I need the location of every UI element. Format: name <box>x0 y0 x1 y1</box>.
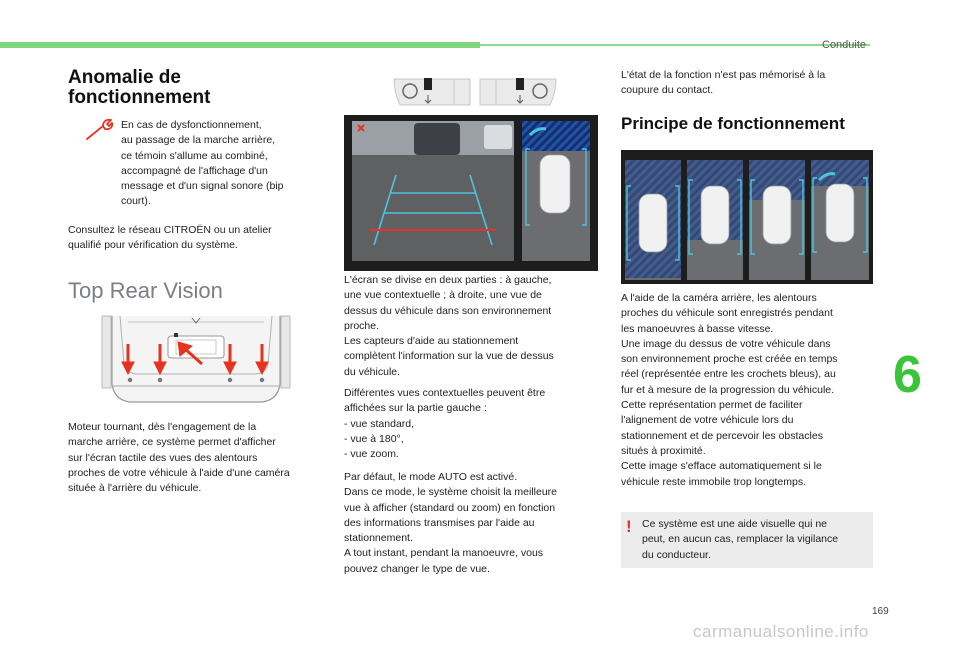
heading-line-1: Anomalie de <box>68 67 181 88</box>
section-name: Conduite <box>822 39 867 51</box>
principle-paragraph: A l'aide de la caméra arrière, les alentours proches du véhicule sont enregistrés pendant les manoeuvres à basse vitesse. Une image du dessus de votre véhicule dans son environnement proche est créée en temps réel (représentée entre les crochets bleus), au fur et à mesure de la progression du véhicule. Cette représentation permet de faciliter l'alignement de votre véhicule lors du stationnement et de percevoir les obstacles situés à proximité. Cette image s'efface automatiquement si le véhicule reste immobile trop longtemps. <box>621 292 838 488</box>
vehicle-rear-illustration <box>98 314 294 414</box>
page-number: 169 <box>872 606 889 617</box>
header-rule <box>480 44 870 46</box>
warning-paragraph: En cas de dysfonctionnement, au passage de la marche arrière, ce témoin s'allume au combiné, accompagné de l'affichage d'un message et d'un signal sonore (bip court). <box>121 119 284 208</box>
screen-description-paragraph: L'écran se divise en deux parties : à gauche, une vue contextuelle ; à droite, une vue de dessus du véhicule dans son environnement proche. Les capteurs d'aide au stationnement complètent l'information sur la vue de dessus du véhicule. <box>344 274 554 378</box>
view-toggle-buttons <box>390 75 560 109</box>
views-paragraph: Différentes vues contextuelles peuvent être affichées sur la partie gauche : - vue standard, - vue à 180°, - vue zoom. <box>344 387 546 461</box>
exclamation-icon: ! <box>626 517 632 536</box>
consult-paragraph: Consultez le réseau CITROËN ou un atelier qualifié pour vérification du système. <box>68 224 272 252</box>
section-title-top-rear-vision: Top Rear Vision <box>68 278 223 303</box>
description-paragraph: Moteur tournant, dès l'engagement de la marche arrière, ce système permet d'afficher sur l'écran tactile des vues des alentours proches de votre véhicule à l'aide d'une caméra située à l'arrière du véhicule. <box>68 421 290 495</box>
heading-anomalie <box>68 68 211 108</box>
heading-principe: Principe de fonctionnement <box>621 114 845 133</box>
memory-paragraph: L'état de la fonction n'est pas mémorisé à la coupure du contact. <box>621 69 826 97</box>
topview-sequence-illustration <box>621 150 873 284</box>
camera-screen-illustration <box>344 115 598 271</box>
wrench-icon <box>84 117 114 143</box>
note-text: Ce système est une aide visuelle qui ne peut, en aucun cas, remplacer la vigilance du conducteur. <box>642 518 839 561</box>
heading-line-2: fonctionnement <box>68 87 211 108</box>
header-accent-bar <box>0 42 480 48</box>
watermark: carmanualsonline.info <box>693 622 869 641</box>
chapter-number: 6 <box>893 346 922 404</box>
auto-mode-paragraph: Par défaut, le mode AUTO est activé. Dans ce mode, le système choisit la meilleure vue à afficher (standard ou zoom) en fonction des informations transmises par l'aide au stationnement. A tout instant, pendant la manoeuvre, vous pouvez changer le type de vue. <box>344 471 558 575</box>
